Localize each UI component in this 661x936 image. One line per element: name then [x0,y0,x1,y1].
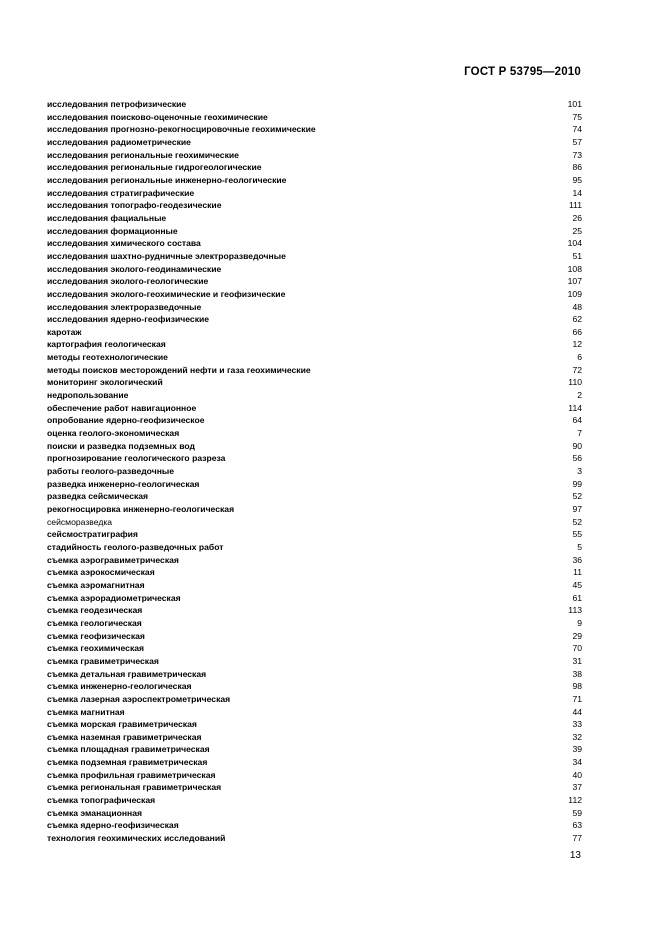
index-term: съемка эманационная [47,807,143,818]
index-page-number: 64 [572,415,582,426]
index-term: оценка геолого-экономическая [47,428,180,439]
index-entry [47,338,582,351]
index-page-number: 111 [568,200,582,211]
index-page-number: 29 [572,630,582,641]
index-entry [47,414,582,427]
index-term: съемка геофизическая [47,630,145,641]
index-page-number: 11 [573,567,582,578]
index-page-number: 40 [572,769,582,780]
index-page-number: 25 [572,225,582,236]
index-page-number: 63 [572,820,582,831]
index-term: исследования стратиграфические [47,187,195,198]
index-term: съемка наземная гравиметрическая [47,731,202,742]
index-page-number: 48 [572,301,582,312]
index-entry [47,604,582,617]
index-entry [47,554,582,567]
index-term: исследования шахтно-рудничные электроразведочные [47,250,286,261]
index-term: съемка морская гравиметрическая [47,719,197,730]
index-term: исследования региональные инженерно-геологические [47,174,287,185]
index-term: разведка сейсмическая [47,491,149,502]
index-page-number: 61 [572,592,582,603]
index-page-number: 7 [577,428,582,439]
index-entry [47,288,582,301]
index-term: исследования формационные [47,225,178,236]
index-page-number: 39 [572,744,582,755]
index-entry [47,668,582,681]
index-term: съемка гравиметрическая [47,655,159,666]
index-entry [47,516,582,529]
index-entry [47,376,582,389]
index-entry [47,693,582,706]
index-entry [47,680,582,693]
index-term: картография геологическая [47,339,166,350]
index-entry [47,592,582,605]
index-page-number: 55 [572,529,582,540]
index-entry [47,123,582,136]
index-entry [47,111,582,124]
index-term: методы поисков месторождений нефти и газа геохимические [47,364,311,375]
index-page-number: 57 [572,136,582,147]
index-page-number: 52 [572,516,582,527]
index-entry [47,98,582,111]
index-term: исследования фациальные [47,212,167,223]
index-entry [47,136,582,149]
index-entry [47,465,582,478]
index-entry [47,807,582,820]
index-entry [47,781,582,794]
index-entry [47,187,582,200]
index-term: съемка подземная гравиметрическая [47,757,208,768]
index-entry [47,566,582,579]
index-term: каротаж [47,326,82,337]
index-term: съемка аэрорадиометрическая [47,592,181,603]
index-entry [47,579,582,592]
index-page-number: 77 [572,833,582,844]
index-term: исследования эколого-геохимические и геофизические [47,288,286,299]
index-term: работы геолого-разведочные [47,466,175,477]
index-term: стадийность геолого-разведочных работ [47,541,224,552]
index-term: исследования петрофизические [47,99,187,109]
index-term: съемка аэрогравиметрическая [47,554,179,565]
index-term: исследования химического состава [47,238,201,249]
index-entry [47,490,582,503]
page-number: 13 [569,850,581,861]
index-entry [47,718,582,731]
index-term: мониторинг экологический [47,377,163,388]
index-entry [47,326,582,339]
index-entry [47,731,582,744]
index-term: съемка инженерно-геологическая [47,681,192,692]
index-page-number: 26 [572,212,582,223]
index-term: рекогносцировка инженерно-геологическая [47,504,235,514]
index-entry [47,503,582,516]
index-term: исследования региональные геохимические [47,149,239,160]
index-page-number: 73 [572,149,582,160]
index-entry [47,528,582,541]
index-term: съемка ядерно-геофизическая [47,820,179,831]
index-page-number: 95 [572,174,582,185]
index-entry [47,440,582,453]
index-term: съемка геологическая [47,617,142,628]
index-entry [47,313,582,326]
index-page-number: 107 [567,276,582,287]
index-term: съемка аэрокосмическая [47,567,155,578]
index-page-number: 31 [572,655,582,666]
index-page-number: 9 [577,617,582,628]
index-entry [47,642,582,655]
index-page-number: 75 [572,111,582,122]
index-entry [47,237,582,250]
index-term: опробование ядерно-геофизическое [47,415,205,426]
index-page-number: 109 [567,288,582,299]
index-term: исследования электроразведочные [47,301,202,312]
index-entry [47,199,582,212]
index-term: технология геохимических исследований [47,833,226,844]
document-header [464,66,581,78]
index-page-number: 38 [572,668,582,679]
standard-designation: ГОСТ Р 53795—2010 [464,66,581,78]
index-page-number: 86 [572,162,582,173]
index-page-number: 5 [577,541,582,552]
index-term: поиски и разведка подземных вод [47,440,195,451]
index-entry [47,769,582,782]
index-entry [47,478,582,491]
index-term: сейсмостратиграфия [47,529,138,540]
index-entry [47,832,582,845]
index-term: съемка геохимическая [47,643,145,654]
index-term: исследования прогнозно-рекогносцировочные геохимические [47,124,316,135]
index-entry [47,706,582,719]
index-entry [47,225,582,238]
index-entry [47,364,582,377]
index-entry [47,301,582,314]
index-entry [47,389,582,402]
index-page-number: 66 [572,326,582,337]
index-term: съемка площадная гравиметрическая [47,744,210,755]
index-page-number: 90 [572,440,582,451]
index-page-number: 108 [567,263,582,274]
index-entry [47,794,582,807]
index-entry [47,212,582,225]
index-entry [47,351,582,364]
index-entry [47,161,582,174]
index-page-number: 71 [572,693,582,704]
index-page-number: 110 [568,377,582,388]
index-entry [47,275,582,288]
index-page-number: 36 [572,554,582,565]
index-term: съемка аэромагнитная [47,579,145,590]
index-page-number: 44 [572,706,582,717]
index-page-number: 98 [572,681,582,692]
index-page-number: 34 [572,757,582,768]
index-page-number: 104 [567,238,582,249]
index-entry [47,402,582,415]
index-term: исследования региональные гидрогеологические [47,162,262,173]
index-page-number: 3 [577,466,582,477]
index-term: съемка лазерная аэроспектрометрическая [47,693,231,704]
index-entry [47,819,582,832]
index-term: исследования топографо-геодезические [47,200,222,211]
page-footer [570,850,581,861]
index-page-number: 32 [572,731,582,742]
index-page-number: 101 [567,99,582,109]
index-entry [47,452,582,465]
index-term: исследования поисково-оценочные геохимические [47,111,268,122]
index-term: исследования радиометрические [47,136,191,147]
index-term: съемка геодезическая [47,605,143,616]
index-entry [47,655,582,668]
index-entry [47,149,582,162]
index-page-number: 51 [572,250,582,261]
index-page-number: 37 [572,782,582,793]
index-term: обеспечение работ навигационное [47,402,197,413]
index-entry [47,743,582,756]
index-page-number: 72 [572,364,582,375]
index-page-number: 70 [572,643,582,654]
index-page-number: 45 [572,579,582,590]
index-entry [47,541,582,554]
index-page-number: 113 [568,605,582,616]
index-entry [47,756,582,769]
index-term: недропользование [47,390,129,401]
index-page-number: 12 [572,339,582,350]
index-page-number: 97 [572,504,582,514]
index-page-number: 56 [572,453,582,464]
index-page-number: 74 [572,124,582,135]
index-page-number: 2 [577,390,582,401]
index-page-number: 112 [568,795,582,806]
index-term: исследования эколого-геодинамические [47,263,222,274]
index-entry [47,263,582,276]
index-term: прогнозирование геологического разреза [47,453,226,464]
index-entry [47,427,582,440]
index-entry [47,250,582,263]
index-entry [47,617,582,630]
index-page-number: 99 [572,478,582,489]
index-entry [47,174,582,187]
index-page-number: 6 [577,352,582,363]
index-term: исследования эколого-геологические [47,276,209,287]
index-term: исследования ядерно-геофизические [47,314,210,325]
index-term: съемка профильная гравиметрическая [47,769,216,780]
index-term: сейсморазведка [47,516,113,527]
index-page-number: 52 [572,491,582,502]
index-term: съемка детальная гравиметрическая [47,668,207,679]
index-entry [47,630,582,643]
index-page-number: 59 [572,807,582,818]
index-term: разведка инженерно-геологическая [47,478,200,489]
index-term: съемка региональная гравиметрическая [47,782,222,793]
alphabetical-term-index [47,98,582,845]
index-term: методы геотехнологические [47,352,168,363]
index-page-number: 33 [572,719,582,730]
index-page-number: 62 [572,314,582,325]
index-term: съемка топографическая [47,795,156,806]
index-page-number: 114 [568,402,582,413]
index-page-number: 14 [572,187,582,198]
index-term: съемка магнитная [47,706,125,717]
